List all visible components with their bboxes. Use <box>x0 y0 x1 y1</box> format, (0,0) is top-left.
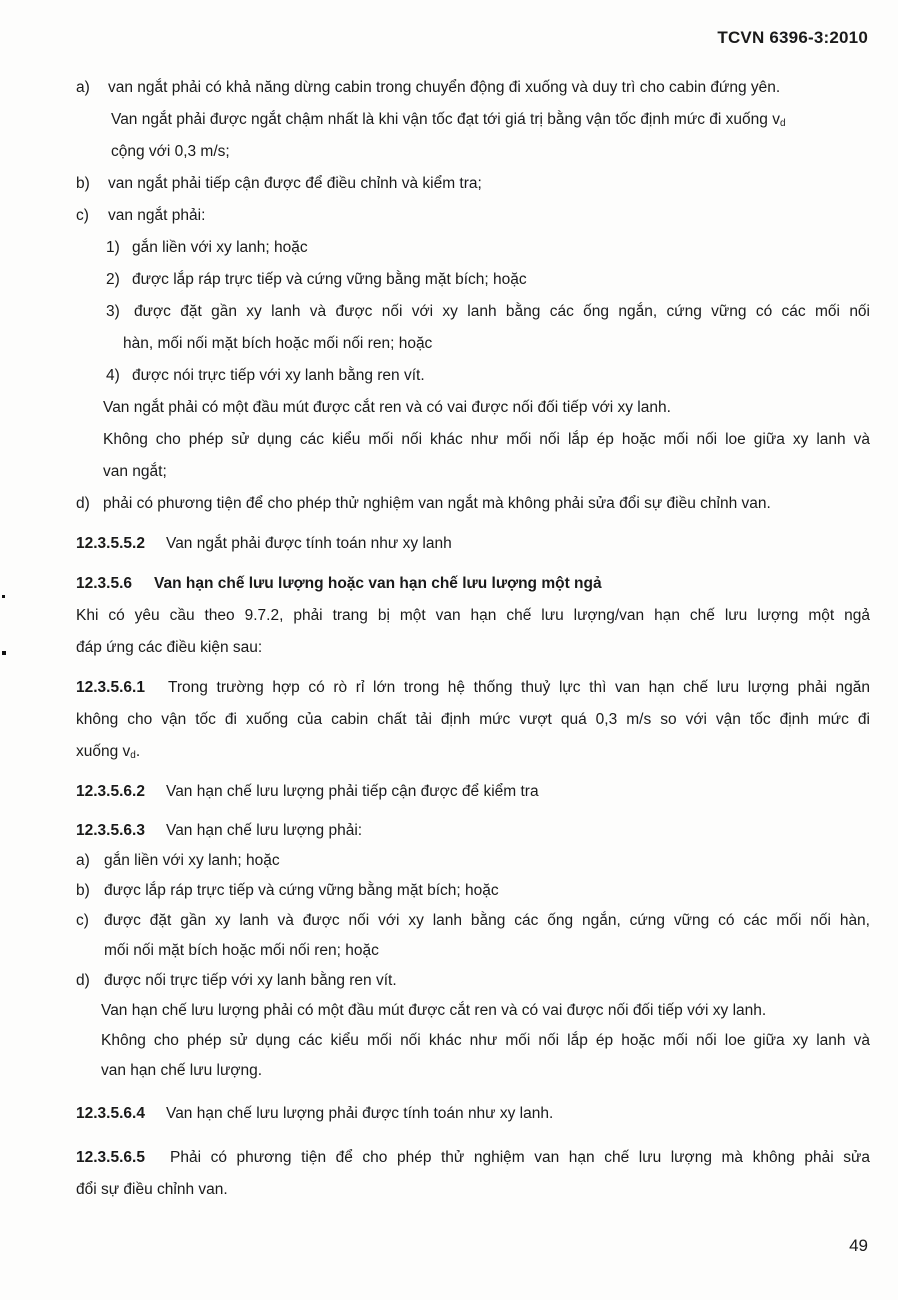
clause-number: 12.3.5.6.1 <box>76 679 145 696</box>
paragraph <box>76 424 872 456</box>
paragraph-text: cộng với 0,3 m/s; <box>111 143 230 160</box>
list-item-text: van ngắt phải có khả năng dừng cabin trong chuyển động đi xuống và duy trì cho cabin đứng yên. <box>108 79 781 96</box>
clause-12-3-5-6-2 <box>76 776 872 808</box>
clause-continuation <box>76 704 872 736</box>
paragraph-continuation <box>76 632 872 664</box>
clause-text: Van hạn chế lưu lượng phải được tính toán như xy lanh. <box>166 1105 554 1122</box>
paragraph <box>76 392 872 424</box>
clause-text: Phải có phương tiện để cho phép thử nghiệm van hạn chế lưu lượng mà không phải sửa <box>170 1149 870 1166</box>
list-item-text: được lắp ráp trực tiếp và cứng vững bằng mặt bích; hoặc <box>104 882 499 899</box>
sub-list-item <box>76 264 872 296</box>
list-item-c <box>76 200 872 232</box>
list-marker: a) <box>76 79 90 96</box>
sub-list-item-continuation <box>76 328 872 360</box>
paragraph-continuation <box>76 1056 872 1086</box>
clause-12-3-5-6-1 <box>76 672 872 704</box>
list-item <box>76 906 872 936</box>
list-item-a <box>76 72 872 104</box>
list-item <box>76 846 872 876</box>
sub-list-item <box>76 296 872 328</box>
standard-code-header: TCVN 6396-3:2010 <box>717 28 868 47</box>
list-item-text: được đặt gần xy lanh và được nối với xy lanh bằng các ống ngắn, cứng vững có các mối nối hàn, <box>104 912 870 929</box>
sub-list-text: gắn liền với xy lanh; hoặc <box>132 239 308 256</box>
sub-list-item <box>76 232 872 264</box>
list-item <box>76 876 872 906</box>
list-marker: c) <box>76 207 89 224</box>
sub-list-text: được nói trực tiếp với xy lanh bằng ren vít. <box>132 367 425 384</box>
list-marker: c) <box>76 912 89 929</box>
clause-text: Van ngắt phải được tính toán như xy lanh <box>166 535 452 552</box>
paragraph-continuation <box>76 456 872 488</box>
clause-12-3-5-6-5 <box>76 1142 872 1174</box>
document-body <box>76 72 872 1206</box>
clause-number: 12.3.5.6.2 <box>76 783 145 800</box>
list-item-a-continuation <box>76 104 872 136</box>
clause-heading-12-3-5-6 <box>76 568 872 600</box>
paragraph <box>76 600 872 632</box>
list-item-text: phải có phương tiện để cho phép thử nghiệm van ngắt mà không phải sửa đổi sự điều chỉnh van. <box>103 495 771 512</box>
sub-list-marker: 4) <box>106 367 120 384</box>
list-item-text: van ngắt phải tiếp cận được để điều chỉnh và kiểm tra; <box>108 175 482 192</box>
paragraph-text: Không cho phép sử dụng các kiểu mối nối khác như mối nối lắp ép hoặc mối nối loe giữa xy lanh và <box>101 1032 870 1049</box>
paragraph-text: van ngắt; <box>103 463 167 480</box>
list-marker: d) <box>76 495 90 512</box>
list-item-text: mối nối mặt bích hoặc mối nối ren; hoặc <box>104 942 379 959</box>
page-number: 49 <box>849 1236 868 1255</box>
sub-list-item <box>76 360 872 392</box>
sub-list-text: hàn, mối nối mặt bích hoặc mối nối ren; hoặc <box>123 335 433 352</box>
list-item-a-continuation <box>76 136 872 168</box>
sub-list-marker: 1) <box>106 239 120 256</box>
list-item-continuation <box>76 936 872 966</box>
list-item-b <box>76 168 872 200</box>
clause-12-3-5-6-3 <box>76 816 872 846</box>
sub-list-text: được lắp ráp trực tiếp và cứng vững bằng mặt bích; hoặc <box>132 271 527 288</box>
paragraph-text: Không cho phép sử dụng các kiểu mối nối khác như mối nối lắp ép hoặc mối nối loe giữa xy lanh và <box>103 431 870 448</box>
sub-list-marker: 2) <box>106 271 120 288</box>
scan-mark <box>2 651 6 655</box>
paragraph-text: đáp ứng các điều kiện sau: <box>76 639 263 656</box>
clause-title: Van hạn chế lưu lượng hoặc van hạn chế lưu lượng một ngả <box>154 575 602 592</box>
paragraph-text: Van ngắt phải có một đầu mút được cắt ren và có vai được nối đối tiếp với xy lanh. <box>103 399 671 416</box>
clause-text: Trong trường hợp có rò rỉ lớn trong hệ thống thuỷ lực thì van hạn chế lưu lượng phải ngăn <box>168 679 870 696</box>
paragraph-text: Khi có yêu cầu theo 9.7.2, phải trang bị một van hạn chế lưu lượng/van hạn chế lưu lượng một ngả <box>76 607 870 624</box>
clause-continuation <box>76 736 872 768</box>
paragraph <box>76 996 872 1026</box>
clause-text: đổi sự điều chỉnh van. <box>76 1181 228 1198</box>
list-item-text: van ngắt phải: <box>108 207 206 224</box>
list-item <box>76 966 872 996</box>
sub-list-text: được đặt gần xy lanh và được nối với xy lanh bằng các ống ngắn, cứng vững có các mối nối <box>134 303 870 320</box>
list-marker: d) <box>76 972 90 989</box>
clause-text: không cho vận tốc đi xuống của cabin chất tải định mức vượt quá 0,3 m/s so với vận tốc định mức đi <box>76 711 870 728</box>
clause-number: 12.3.5.5.2 <box>76 535 145 552</box>
clause-number: 12.3.5.6 <box>76 575 133 592</box>
clause-text: xuống $v_d$. <box>76 743 141 761</box>
clause-12-3-5-5-2 <box>76 528 872 560</box>
clause-number: 12.3.5.6.4 <box>76 1105 145 1122</box>
clause-text: Van hạn chế lưu lượng phải: <box>166 822 363 839</box>
list-marker: b) <box>76 882 90 899</box>
paragraph-text: Van ngắt phải được ngắt chậm nhất là khi vận tốc đạt tới giá trị bằng vận tốc định mức đi xuống $v_d$ <box>111 111 786 129</box>
paragraph <box>76 1026 872 1056</box>
list-item-text: được nối trực tiếp với xy lanh bằng ren vít. <box>104 972 397 989</box>
list-marker: a) <box>76 852 90 869</box>
clause-12-3-5-6-4 <box>76 1098 872 1130</box>
list-item-d <box>76 488 872 520</box>
clause-text: Van hạn chế lưu lượng phải tiếp cận được để kiểm tra <box>166 783 539 800</box>
clause-number: 12.3.5.6.5 <box>76 1149 145 1166</box>
sub-list-marker: 3) <box>106 303 120 320</box>
clause-continuation <box>76 1174 872 1206</box>
list-item-text: gắn liền với xy lanh; hoặc <box>104 852 280 869</box>
list-marker: b) <box>76 175 90 192</box>
paragraph-text: Van hạn chế lưu lượng phải có một đầu mút được cắt ren và có vai được nối đối tiếp với xy lanh. <box>101 1002 767 1019</box>
clause-number: 12.3.5.6.3 <box>76 822 145 839</box>
scan-mark <box>2 595 5 598</box>
paragraph-text: van hạn chế lưu lượng. <box>101 1062 263 1079</box>
